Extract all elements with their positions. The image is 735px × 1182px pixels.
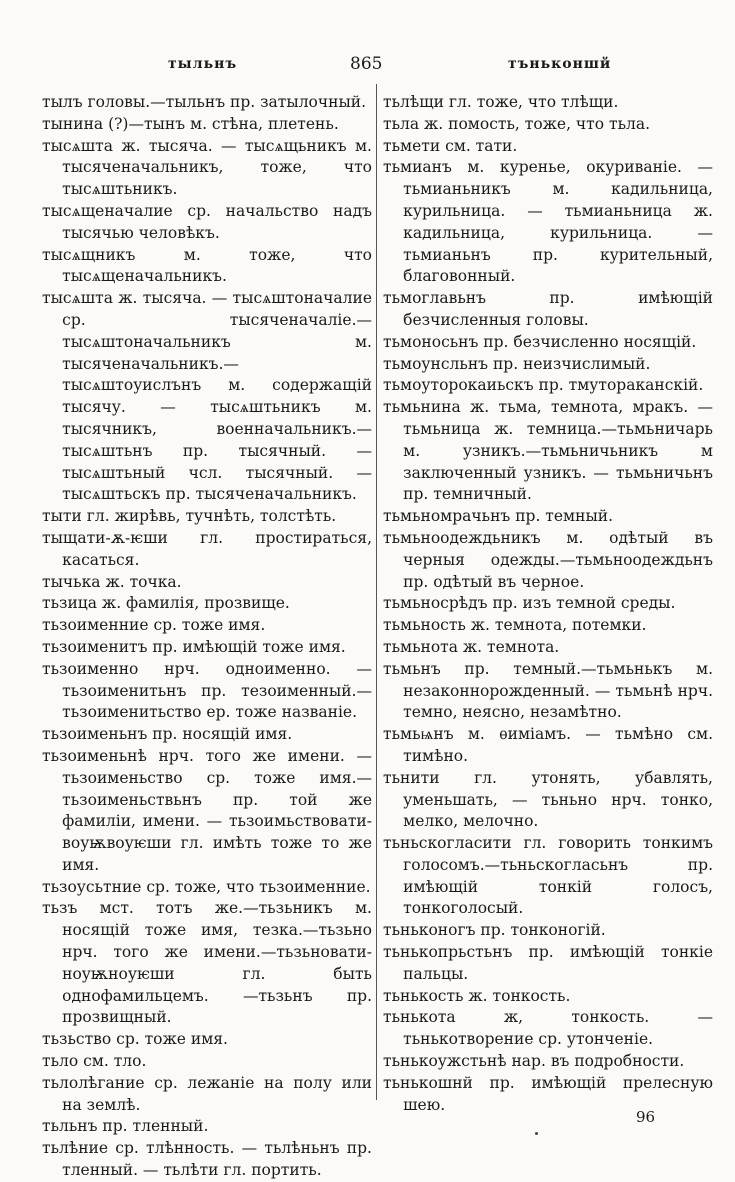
dictionary-entry: тысѧщеначалие ср. начальство надъ тысячью человѣкъ. bbox=[42, 201, 372, 242]
dictionary-entry: тьмьнина ж. тьма, темнота, мракъ. — тьмьница ж. темница.—тьмьничарь м. узникъ.—тьмьничьникъ м заключенный узникъ. — тьмьничьнъ пр. темничный. bbox=[383, 398, 713, 504]
dictionary-entry: тьмьность ж. темнота, потемки. bbox=[383, 616, 647, 635]
print-speck bbox=[535, 1132, 538, 1135]
dictionary-entry: тьло см. тло. bbox=[42, 1052, 147, 1071]
dictionary-entry: тысѧшта ж. тысяча. — тысѧштоначалие ср. тысяченачаліе.—тысѧштоначальникъ м. тысяченачальникъ.—тысѧштоуислънъ м. содержащій тысячу. — тысѧштьникъ м. тысячникъ, военначальникъ.—тысѧштьнъ пр. тысячный. — тысѧштьный чсл. тысячный. — тысѧштьскъ пр. тысяченачальникъ. bbox=[42, 289, 372, 504]
dictionary-entry: тысѧщникъ м. тоже, что тысѧщеначальникъ. bbox=[42, 245, 372, 286]
dictionary-entry: тычька ж. точка. bbox=[42, 572, 182, 591]
dictionary-entry: тьла ж. помость, тоже, что тьла. bbox=[383, 114, 651, 133]
dictionary-entry: тысѧшта ж. тысяча. — тысѧщьникъ м. тысяченачальникъ, тоже, что тысѧштьникъ. bbox=[42, 136, 372, 199]
header-left-catchword: тыльнъ bbox=[168, 56, 238, 72]
dictionary-entry: тьнькота ж, тонкость. — тьнькотворение ср. утонченіе. bbox=[383, 1008, 713, 1049]
dictionary-entry: тьньконогъ пр. тонконогій. bbox=[383, 921, 606, 940]
signature-number: 96 bbox=[636, 1108, 656, 1126]
dictionary-entry: тьмети см. тати. bbox=[383, 136, 518, 155]
dictionary-entry: тьлолѣгание ср. лежаніе на полу или на землѣ. bbox=[42, 1073, 372, 1114]
dictionary-entry: тьльнъ пр. тленный. bbox=[42, 1117, 209, 1136]
dictionary-entry: тынина (?)—тынъ м. стѣна, плетень. bbox=[42, 114, 339, 133]
dictionary-entry: тьмоглавьнъ пр. имѣющій безчисленныя головы. bbox=[383, 289, 713, 329]
dictionary-entry: тьзоименитъ пр. имѣющій тоже имя. bbox=[42, 637, 346, 656]
dictionary-entry: тьмоуторокаиьскъ пр. тмутораканскій. bbox=[383, 376, 704, 395]
dictionary-entry: тыщати-ѫ-ѥши гл. простираться, касаться. bbox=[42, 528, 372, 569]
page-header bbox=[0, 56, 735, 78]
dictionary-entry: тьзоименьнъ пр. носящій имя. bbox=[42, 725, 293, 744]
dictionary-entry: тьзоименно нрч. одноименно. — тьзоименитьнъ пр. тезоименный.— тьзоименитьство ер. тоже названіе. bbox=[42, 659, 372, 722]
dictionary-entry: тьнькость ж. тонкость. bbox=[383, 986, 571, 1005]
dictionary-entry: тьзоименьнѣ нрч. того же имени. — тьзоименьство ср. тоже имя.—тьзоименьствьнъ пр. той же фамиліи, имени. — тьзоимьствовати-воуѭвоуѥши гл. имѣть тоже то же имя. bbox=[42, 746, 372, 874]
dictionary-entry: тьзоименние ср. тоже имя. bbox=[42, 616, 266, 635]
dictionary-entry: тьзица ж. фамилія, прозвище. bbox=[42, 594, 290, 613]
dictionary-entry: тьмианъ м. куренье, окуриваніе. — тьмианьникъ м. кадильница, курильница. — тьмианьница ж. кадильница, курильница. — тьмианьнъ пр. курительный, благовонный. bbox=[383, 158, 713, 286]
right-column bbox=[383, 92, 713, 1116]
dictionary-entry: тьнити гл. утонять, убавлять, уменьшать, — тьньно нрч. тонко, мелко, мелочно. bbox=[383, 768, 713, 831]
dictionary-entry: тьньскогласити гл. говорить тонкимъ голосомъ.—тьньскогласьнъ пр. имѣющій тонкій голосъ, тонкоголосый. bbox=[383, 834, 713, 918]
dictionary-entry: тьмоунсльнъ пр. неизчислимый. bbox=[383, 354, 651, 373]
dictionary-entry: тьнькошнй пр. имѣющій прелесную шею. bbox=[383, 1073, 713, 1114]
dictionary-entry: тьмьѩнъ м. ѳиміамъ. — тьмѣно см. тимѣно. bbox=[383, 725, 713, 765]
dictionary-entry: тыти гл. жирѣвь, тучнѣть, толстѣть. bbox=[42, 507, 337, 526]
dictionary-entry: тьмоносьнъ пр. безчисленно носящій. bbox=[383, 332, 697, 351]
dictionary-entry: тьзоусьтние ср. тоже, что тьзоименние. bbox=[42, 877, 371, 896]
page-number: 865 bbox=[350, 54, 383, 74]
column-divider bbox=[376, 84, 377, 1100]
dictionary-entry: тьнькопрьстьнъ пр. имѣющій тонкіе пальцы. bbox=[383, 943, 713, 983]
header-right-catchword: тъньконшй bbox=[508, 56, 612, 72]
dictionary-entry: тьмьносрѣдъ пр. изъ темной среды. bbox=[383, 594, 676, 613]
dictionary-entry: тьлѣщи гл. тоже, что тлѣщи. bbox=[383, 93, 619, 111]
dictionary-entry: тылъ головы.—тыльнъ пр. затылочный. bbox=[42, 93, 367, 111]
dictionary-entry: тьмьноодеждьникъ м. одѣтый въ черныя одежды.—тьмьноодеждьнъ пр. одѣтый въ черное. bbox=[383, 528, 713, 591]
dictionary-entry: тьмьнота ж. темнота. bbox=[383, 637, 560, 656]
dictionary-entry: тьмьнъ пр. темный.—тьмьнькъ м. незаконнорожденный. — тьмьнѣ нрч. темно, неясно, незамѣтно. bbox=[383, 659, 713, 722]
left-column bbox=[42, 92, 372, 1182]
dictionary-entry: тьлѣние ср. тлѣнность. — тьлѣньнъ пр. тленный. — тьлѣти гл. портить. bbox=[42, 1139, 372, 1180]
dictionary-entry: тьзьство ср. тоже имя. bbox=[42, 1030, 228, 1049]
dictionary-entry: тьнькоужстьнѣ нар. въ подробности. bbox=[383, 1052, 685, 1071]
dictionary-entry: тьзъ мст. тотъ же.—тьзьникъ м. носящій тоже имя, тезка.—тьзьно нрч. того же имени.—тьзьновати-ноуѭноуѥши гл. быть однофамильцемъ. —тьзьнъ пр. прозвищный. bbox=[42, 899, 372, 1027]
dictionary-entry: тьмьномрачьнъ пр. темный. bbox=[383, 507, 614, 526]
